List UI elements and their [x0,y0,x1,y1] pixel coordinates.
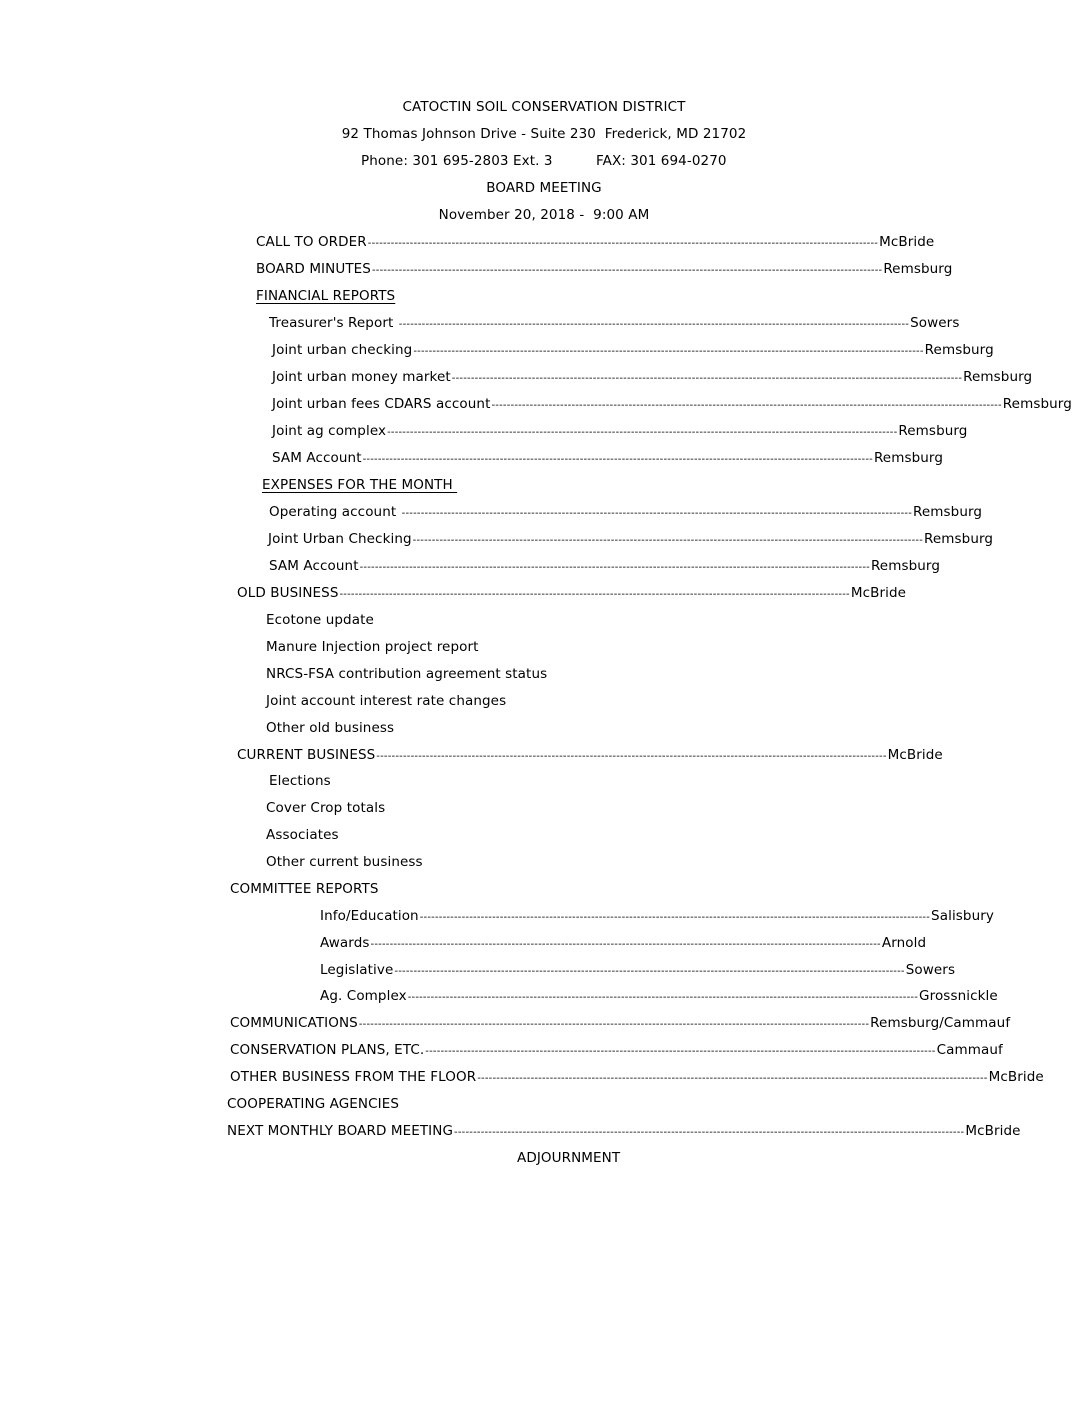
leader-dots: -------------------------------------------------------------------------------------------------------------------------------------- [376,751,887,762]
leader-dots: -------------------------------------------------------------------------------------------------------------------------------------- [412,535,923,546]
leader-dots: -------------------------------------------------------------------------------------------------------------------------------------- [370,939,881,950]
old-business-item: Other old business [266,720,395,736]
leader-dots: -------------------------------------------------------------------------------------------------------------------------------------- [413,346,924,357]
leader-dots: -------------------------------------------------------------------------------------------------------------------------------------- [339,589,850,600]
expense-item [269,557,941,577]
leader-dots: -------------------------------------------------------------------------------------------------------------------------------------- [358,1019,870,1030]
committee-item [320,934,927,954]
presenter: Salisbury [931,908,994,924]
presenter: Remsburg [924,531,994,547]
presenter: Grossnickle [919,988,998,1004]
financial-item [272,449,944,469]
presenter: McBride [879,234,935,250]
agenda-item-conservation-plans [230,1041,1003,1061]
expense-item [268,530,994,550]
committee-item [320,961,956,981]
presenter: Sowers [910,315,960,331]
meeting-type: BOARD MEETING [486,180,602,196]
agenda-label: Joint urban fees CDARS account [272,396,491,412]
current-business-item: Other current business [266,854,423,870]
leader-dots: -------------------------------------------------------------------------------------------------------------------------------------- [362,454,873,465]
leader-dots: -------------------------------------------------------------------------------------------------------------------------------------- [371,265,883,276]
address: 92 Thomas Johnson Drive - Suite 230 Frederick, MD 21702 [341,126,747,142]
agenda-label: Operating account [269,504,401,520]
agenda-label: Joint urban checking [272,342,413,358]
leader-dots: -------------------------------------------------------------------------------------------------------------------------------------- [407,992,919,1003]
presenter: Remsburg [873,450,944,466]
agenda-label: Info/Education [320,908,419,924]
agenda-label: Joint urban money market [272,369,451,385]
leader-dots: -------------------------------------------------------------------------------------------------------------------------------------- [398,319,910,330]
agenda-item-old-business [237,584,907,604]
agenda-item-call-to-order [256,233,935,253]
current-business-item: Elections [269,773,331,789]
org-name: CATOCTIN SOIL CONSERVATION DISTRICT [402,99,686,115]
current-business-item: Associates [266,827,339,843]
expense-item [269,503,983,523]
phone: Phone: 301 695-2803 Ext. 3 [361,153,553,169]
agenda-item-board-minutes [256,260,953,280]
current-business-item: Cover Crop totals [266,800,386,816]
financial-item [272,368,1033,388]
agenda-label: SAM Account [269,558,359,574]
agenda-label: SAM Account [272,450,362,466]
agenda-label: Joint Urban Checking [268,531,412,547]
financial-item [272,422,968,442]
presenter: Remsburg [898,423,968,439]
agenda-label: Treasurer's Report [269,315,398,331]
financial-item [272,341,994,361]
agenda-label: CALL TO ORDER [256,234,367,250]
agenda-label: OLD BUSINESS [237,585,339,601]
presenter: Sowers [905,962,956,978]
adjournment: ADJOURNMENT [517,1150,621,1166]
presenter: Remsburg [870,558,941,574]
expenses-heading: EXPENSES FOR THE MONTH [262,477,458,493]
agenda-label: CONSERVATION PLANS, ETC. [230,1042,425,1058]
agenda-label: OTHER BUSINESS FROM THE FLOOR [230,1069,477,1085]
leader-dots: -------------------------------------------------------------------------------------------------------------------------------------- [359,562,870,573]
agenda-label: CURRENT BUSINESS [237,747,376,763]
agenda-label: Joint ag complex [272,423,387,439]
agenda-label: COMMUNICATIONS [230,1015,358,1031]
leader-dots: -------------------------------------------------------------------------------------------------------------------------------------- [394,966,905,977]
agenda-item-next-meeting [227,1122,1021,1142]
old-business-item: Joint account interest rate changes [266,693,507,709]
fax: FAX: 301 694-0270 [596,153,727,169]
presenter: Remsburg/Cammauf [870,1015,1011,1031]
leader-dots: -------------------------------------------------------------------------------------------------------------------------------------- [477,1073,988,1084]
financial-item [272,395,1072,415]
financial-item [269,314,960,334]
presenter: Remsburg [913,504,983,520]
presenter: McBride [965,1123,1021,1139]
presenter: Remsburg [924,342,994,358]
leader-dots: -------------------------------------------------------------------------------------------------------------------------------------- [419,912,931,923]
presenter: Arnold [881,935,927,951]
presenter: McBride [988,1069,1044,1085]
leader-dots: -------------------------------------------------------------------------------------------------------------------------------------- [451,373,963,384]
cooperating-agencies: COOPERATING AGENCIES [227,1096,400,1112]
agenda-label: Legislative [320,962,394,978]
committee-item [320,987,998,1007]
leader-dots: -------------------------------------------------------------------------------------------------------------------------------------- [454,1127,965,1138]
leader-dots: -------------------------------------------------------------------------------------------------------------------------------------- [425,1046,936,1057]
old-business-item: Ecotone update [266,612,374,628]
leader-dots: -------------------------------------------------------------------------------------------------------------------------------------- [401,508,912,519]
presenter: Remsburg [1002,396,1072,412]
financial-reports-heading: FINANCIAL REPORTS [256,288,396,304]
agenda-label: Ag. Complex [320,988,407,1004]
presenter: McBride [850,585,907,601]
leader-dots: -------------------------------------------------------------------------------------------------------------------------------------- [491,400,1002,411]
agenda-label: Awards [320,935,370,951]
agenda-item-current-business [237,746,943,766]
agenda-label: NEXT MONTHLY BOARD MEETING [227,1123,454,1139]
leader-dots: -------------------------------------------------------------------------------------------------------------------------------------- [367,238,879,249]
old-business-item: Manure Injection project report [266,639,479,655]
presenter: McBride [887,747,943,763]
presenter: Cammauf [936,1042,1003,1058]
date-time: November 20, 2018 - 9:00 AM [438,207,650,223]
agenda-item-communications [230,1014,1011,1034]
presenter: Remsburg [963,369,1033,385]
leader-dots: -------------------------------------------------------------------------------------------------------------------------------------- [387,427,898,438]
old-business-item: NRCS-FSA contribution agreement status [266,666,548,682]
agenda-item-other-business [230,1068,1044,1088]
committee-item [320,907,994,927]
presenter: Remsburg [883,261,953,277]
committee-reports-heading: COMMITTEE REPORTS [230,881,379,897]
agenda-label: BOARD MINUTES [256,261,371,277]
